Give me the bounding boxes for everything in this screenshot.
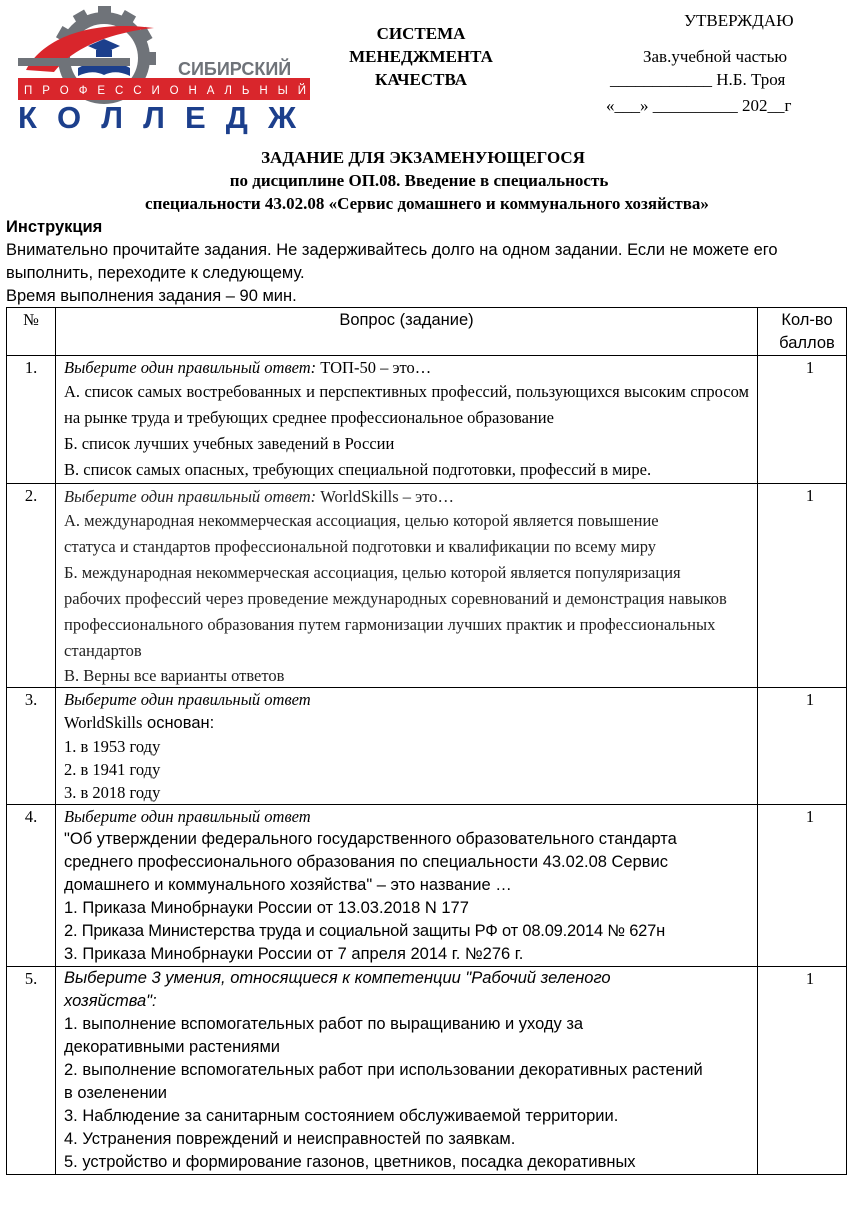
row-points: 1 — [758, 805, 847, 967]
answer-option: В. Верны все варианты ответов — [64, 666, 285, 685]
row-points: 1 — [758, 688, 847, 805]
answer-option: 3. в 2018 году — [64, 783, 161, 802]
approval-date: «___» __________ 202__г — [606, 96, 792, 115]
heading-line2: по дисциплине ОП.08. Введение в специальность — [229, 171, 609, 190]
header-points-line1: Кол-во — [781, 311, 833, 329]
table-header-row — [7, 308, 847, 356]
table-row — [7, 688, 847, 805]
heading-line1: ЗАДАНИЕ ДЛЯ ЭКЗАМЕНУЮЩЕГОСЯ — [261, 148, 585, 167]
row-num: 2. — [7, 484, 56, 688]
answer-option: 3. Наблюдение за санитарным состоянием обслуживаемой территории. — [64, 1107, 619, 1125]
answer-option: 1. выполнение вспомогательных работ по выращиванию и уходу за декоративными растениями — [64, 1015, 584, 1056]
question-prompt: Выберите 3 умения, относящиеся к компетенции "Рабочий зеленого хозяйства": — [64, 969, 611, 1010]
row-points: 1 — [758, 967, 847, 1175]
row-num: 1. — [7, 356, 56, 484]
question-line — [64, 484, 749, 508]
approval-signature: ____________ Н.Б. Троя — [610, 70, 786, 89]
header-question: Вопрос (задание) — [56, 308, 758, 356]
qms-line3: КАЧЕСТВА — [375, 70, 467, 89]
row-num: 5. — [7, 967, 56, 1175]
answer-option: А. список самых востребованных и перспективных профессий, пользующихся высоким спросом на рынке труда и требующих среднее профессиональное образование — [64, 382, 749, 427]
answer-option: 3. Приказа Минобрнауки России от 7 апреля 2014 г. №276 г. — [64, 945, 524, 963]
answer-option: 5. устройство и формирование газонов, цветников, посадка декоративных — [64, 1153, 636, 1171]
question-cell — [56, 484, 758, 688]
answer-option: Б. список лучших учебных заведений в России — [64, 434, 395, 453]
qms-line1: СИСТЕМА — [376, 24, 466, 43]
question-subject-tail: основан: — [142, 714, 215, 732]
answer-option: В. список самых опасных, требующих специальной подготовки, профессий в мире. — [64, 460, 652, 479]
row-num: 3. — [7, 688, 56, 805]
question-prompt: Выберите один правильный ответ — [64, 690, 311, 709]
answer-option: 4. Устранения повреждений и неисправностей по заявкам. — [64, 1130, 516, 1148]
row-points: 1 — [758, 484, 847, 688]
logo-line1: СИБИРСКИЙ — [178, 59, 292, 79]
instructions-text1: Внимательно прочитайте задания. Не задерживайтесь долго на одном задании. Если не можете его — [6, 241, 778, 259]
question-prompt: Выберите один правильный ответ: — [64, 487, 317, 506]
approval-position: Зав.учебной частью — [643, 47, 788, 66]
row-num: 4. — [7, 805, 56, 967]
logo-line3: К О Л Л Е Д Ж — [18, 100, 296, 135]
answer-option: 1. Приказа Минобрнауки России от 13.03.2018 N 177 — [64, 899, 469, 917]
question-line — [64, 711, 749, 735]
instructions-title: Инструкция — [6, 218, 103, 236]
instructions — [6, 216, 846, 308]
questions-table — [6, 307, 847, 1175]
answer-option: 2. выполнение вспомогательных работ при использовании декоративных растений в озеленении — [64, 1061, 703, 1102]
row-points: 1 — [758, 356, 847, 484]
logo-line2: П Р О Ф Е С С И О Н А Л Ь Н Ы Й — [24, 85, 306, 97]
answer-option: Б. международная некоммерческая ассоциация, целью которой является популяризация рабочих профессий через проведение международных соревнований и демонстрация навыков профессионального образования путем гармонизации лучших практик и профессиональных стандартов — [64, 563, 727, 660]
question-prompt: Выберите один правильный ответ: — [64, 358, 317, 377]
answer-option: А. международная некоммерческая ассоциация, целью которой является повышение статуса и стандартов профессиональной подготовки и квалификации по всему миру — [64, 511, 659, 556]
header-points — [758, 308, 847, 356]
answer-option: 2. Приказа Министерства труда и социальной защиты РФ от 08.09.2014 № 627н — [64, 922, 666, 940]
question-prompt: Выберите один правильный ответ — [64, 807, 311, 826]
heading-line3: специальности 43.02.08 «Сервис домашнего и коммунального хозяйства» — [145, 194, 709, 213]
question-cell — [56, 356, 758, 484]
table-row — [7, 967, 847, 1175]
question-subject: "Об утверждении федерального государственного образовательного стандарта среднего профессионального образования по специальности 43.02.08 Сервис домашнего и коммунального хозяйства" – это название … — [64, 830, 677, 894]
question-subject: ТОП-50 – это… — [316, 358, 432, 377]
header-num: № — [7, 308, 56, 356]
answer-option: 1. в 1953 году — [64, 737, 161, 756]
question-subject: WorldSkills — [64, 713, 143, 732]
answer-option: 2. в 1941 году — [64, 760, 161, 779]
college-logo — [14, 6, 310, 135]
question-cell — [56, 805, 758, 967]
question-line — [64, 356, 749, 379]
table-row — [7, 484, 847, 688]
instructions-text2: выполнить, переходите к следующему. — [6, 264, 305, 282]
table-row — [7, 356, 847, 484]
approval-title: УТВЕРЖДАЮ — [684, 11, 794, 30]
qms-title — [326, 22, 516, 91]
document-heading — [0, 146, 860, 215]
question-cell — [56, 688, 758, 805]
header-points-line2: баллов — [779, 334, 835, 352]
qms-line2: МЕНЕДЖМЕНТА — [349, 47, 493, 66]
instructions-time: Время выполнения задания – 90 мин. — [6, 287, 297, 305]
question-cell — [56, 967, 758, 1175]
question-subject: WorldSkills – это… — [316, 487, 455, 506]
table-row — [7, 805, 847, 967]
